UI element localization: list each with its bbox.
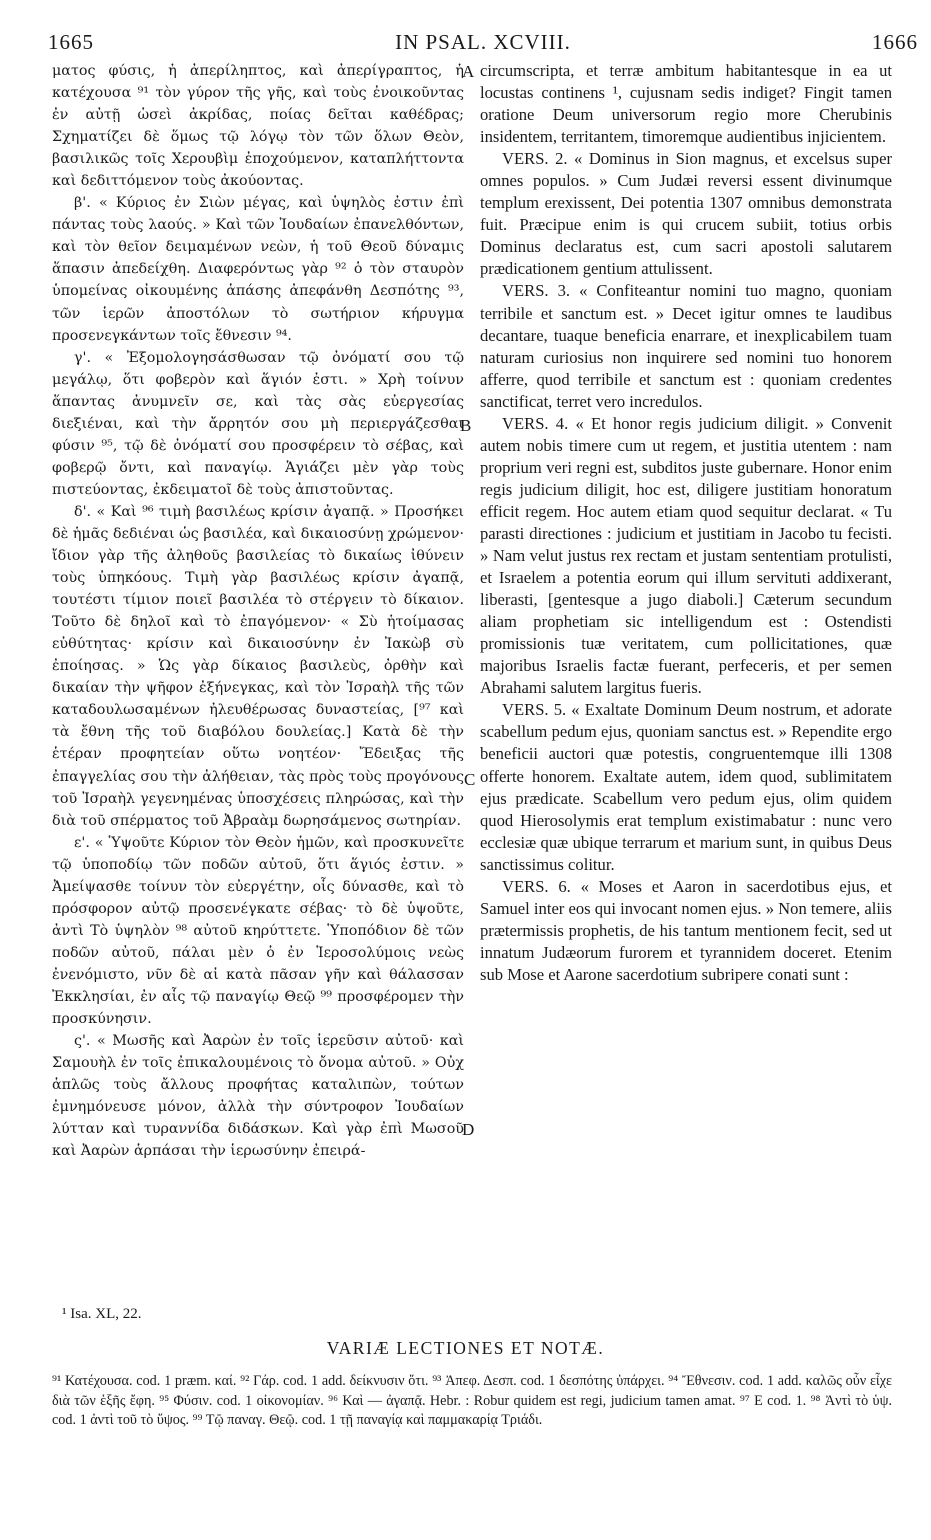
latin-paragraph: VERS. 6. « Moses et Aaron in sacerdotibus ejus, et Samuel inter eos qui invocant nomen ejus. » Non temere, aliis prætermissis prophetis, de his tantum mentionem fecit, sed ut innatum Judæorum furorem et tyrannidem doceret. Etenim sub Mose et Aarone sacerdotium subripere conati sunt : <box>480 876 892 984</box>
greek-column <box>52 60 464 1162</box>
running-title: IN PSAL. XCVIII. <box>395 30 571 54</box>
greek-paragraph: ς'. « Μωσῆς καὶ Ἀαρὼν ἐν τοῖς ἱερεῦσιν αὐτοῦ· καὶ Σαμουὴλ ἐν τοῖς ἐπικαλουμένοις τὸ ὄνομα αὐτοῦ. » Οὐχ ἁπλῶς τοὺς ἄλλους προφήτας καταλιπὼν, τούτων ἐμνημόνευσε μόνον, ἀλλὰ τὴν σύντροφον Ἰουδαίων λύτταν καὶ τυραννίδα διδάσκων. Καὶ γὰρ ἐπὶ Μωσοῦ καὶ Ἀαρὼν ἁρπάσαι τὴν ἱερωσύνην ἐπειρά- <box>52 1033 464 1160</box>
page-number-right: 1666 <box>872 30 918 54</box>
margin-letter-d: D <box>462 1120 475 1139</box>
greek-paragraph: β'. « Κύριος ἐν Σιὼν μέγας, καὶ ὑψηλὸς ἐστιν ἐπὶ πάντας τοὺς λαούς. » Καὶ τῶν Ἰουδαίων ἐπανελθόντων, καὶ τὸν θεῖον δειμαμένων νεὼν, ἡ τοῦ Θεοῦ δύναμις ἅπασιν ἀπεδείχθη. Διαφερόντως γὰρ ⁹² ὁ τὸν σταυρὸν ὑπομείνας οἰκουμένης ἁπάσης ἀπεφάνθη Δεσπότης ⁹³, τῶν ἱερῶν ἀποστόλων τὸ σωτήριον κήρυγμα προσενεγκάντων τοῖς ἔθνεσιν ⁹⁴. <box>52 195 464 344</box>
latin-paragraph: VERS. 5. « Exaltate Dominum Deum nostrum, et adorate scabellum pedum ejus, quoniam sanctus est. » Rependite ergo beneficii auctori quæ potestis, congruentemque illi 1308 offerte honorem. Exaltate autem, idem quod, sublimitatem ejus prædicate. Scabellum vero pedum ejus, olim quidem quod Hierosolymis erat templum existimabatur : nunc vero ecclesiæ quæ ubique terrarum et marium sunt, in quibus Deus sanctissimus colitur. <box>480 700 892 874</box>
running-header <box>48 30 918 56</box>
greek-paragraph: γ'. « Ἐξομολογησάσθωσαν τῷ ὀνόματί σου τῷ μεγάλῳ, ὅτι φοβερὸν καὶ ἅγιόν ἐστι. » Χρὴ τοίνυν ἅπαντας ἀνυμνεῖν σε, καὶ τὰς σὰς εὐεργεσίας διεξιέναι, καὶ τὴν ἄρρητόν σου μὴ περιεργάζεσθαι φύσιν ⁹⁵, τῷ δὲ ὀνόματί σου προσφέρειν τὸ σέβας, καὶ φοβερῷ ὄντι, καὶ παναγίῳ. Ἁγιάζει μὲν γὰρ τοὺς πιστεύοντας, ἐκδειματοῖ δὲ τοὺς ἀπιστοῦντας. <box>52 349 464 498</box>
margin-letter-c: C <box>464 770 476 789</box>
greek-paragraph: ματος φύσις, ἡ ἀπερίληπτος, καὶ ἀπερίγραπτος, ἡ κατέχουσα ⁹¹ τὸν γύρον τῆς γῆς, καὶ τοὺς ἐνοικοῦντας ἐν αὐτῇ ὡσεὶ ἀκρίδας, ποίας δεῖται καθέδρας; Σχηματίζει δὲ ὅμως τῷ λόγῳ τὸν τῶν ὅλων Θεὸν, βασιλικῶς τοῖς Χερουβὶμ ἐποχούμενον, καταπλήττοντα καὶ δεδιττόμενον τοὺς ἀκούοντας. <box>52 63 464 190</box>
latin-paragraph: circumscripta, et terræ ambitum habitantesque in ea ut locustas continens ¹, cujusnam sedis indiget? Fingit tamen oratione Deum universorum regio more Cherubinis insidentem, territantem, timoremque audientibus injicientem. <box>480 61 892 147</box>
scripture-footnote: ¹ Isa. XL, 22. <box>62 1306 142 1322</box>
greek-paragraph: ε'. « Ὑψοῦτε Κύριον τὸν Θεὸν ἡμῶν, καὶ προσκυνεῖτε τῷ ὑποποδίῳ τῶν ποδῶν αὐτοῦ, ὅτι ἅγιός ἐστιν. » Ἀμείψασθε τοίνυν τὸν εὐεργέτην, οἷς δύνασθε, καὶ τὸ πρόσφορον αὐτῷ προσενέγκατε σέβας· τὸ δὲ ὑψοῦτε, ἀντὶ Τὸ ὑψηλὸν ⁹⁸ αὐτοῦ κηρύττετε. Ὑποπόδιον δὲ τῶν ποδῶν αὐτοῦ, πάλαι μὲν ὁ ἐν Ἱεροσολύμοις νεὼς ἐνενόμιστο, νῦν δὲ αἱ κατὰ πᾶσαν γῆν καὶ θάλασσαν Ἐκκλησίαι, ἐν αἷς τῷ παναγίῳ Θεῷ ⁹⁹ προσφέρομεν τὴν προσκύνησιν. <box>52 834 464 1028</box>
latin-paragraph: VERS. 2. « Dominus in Sion magnus, et excelsus super omnes populos. » Cum Judæi reversi essent divinumque templum erexissent, Dei potentia 1307 omnibus demonstrata fuit. Præcipue enim is qui crucem subiit, totius orbis Dominus declaratus est, cum sacri apostoli salutarem prædicationem gentium attulissent. <box>480 149 892 279</box>
latin-paragraph: VERS. 3. « Confiteantur nomini tuo magno, quoniam terribile et sanctum est. » Decet igitur omnes te laudibus decantare, tuaque beneficia enarrare, et inexplicabilem tuam naturam curiosius non inquirere sed nomini tuo honorem afferre, quod terribile et sanctum est : quoniam credentes sanctificat, terret vero incredulos. <box>480 281 892 411</box>
variae-lectiones-title: VARIÆ LECTIONES ET NOTÆ. <box>326 1338 605 1358</box>
page-number-left: 1665 <box>48 30 94 54</box>
greek-paragraph: δ'. « Καὶ ⁹⁶ τιμὴ βασιλέως κρίσιν ἀγαπᾷ. » Προσήκει δὲ ἡμᾶς δεδιέναι ὡς βασιλέα, καὶ δικαιοσύνῃ χρώμενον· ἴδιον γὰρ τῆς ἀληθοῦς βασιλείας τὸ δικαίως ἰθύνειν τοὺς ὑπηκόους. Τιμὴ γὰρ βασιλέως κρίσιν ἀγαπᾷ, τουτέστι τίμιον ποιεῖ βασιλέα τὸ στέργειν τὸ δίκαιον. Τοῦτο δὲ δηλοῖ καὶ τὸ ἐπαγόμενον· « Σὺ ἡτοίμασας εὐθύτητας· κρίσιν καὶ δικαιοσύνην ἐν Ἰακὼβ σὺ ἐποίησας. » Ὡς γὰρ δίκαιος βασιλεὺς, ὀρθὴν καὶ δικαίαν τὴν ψῆφον ἐξήνεγκας, καὶ τὸν Ἰσραὴλ τῆς τῶν καταδουλωσαμένων ἠλευθέρωσας δυναστείας, [⁹⁷ καὶ τὰ ἔθνη τῆς τοῦ διαβόλου δουλείας.] Κατὰ δὲ τὴν ἑτέραν προφητείαν οὕτω νοητέον· Ἔδειξας τῆς ἐπαγγελίας σου τὴν ἀλήθειαν, τὰς πρὸς τοὺς προγόνους τοῦ Ἰσραὴλ γεγενημένας ὑποσχέσεις πληρώσας, καὶ τὴν διὰ τοῦ σπέρματος τοῦ Ἀβραὰμ δωρησάμενος σωτηρίαν. <box>52 503 464 829</box>
latin-paragraph: VERS. 4. « Et honor regis judicium diligit. » Convenit autem nobis timere cum ut regem, et justitia utentem : nam proprium veri regni est, subditos juste gubernare. Honor enim regis judicium diligit, hoc est, diligere justitiam honoratum efficit regem. Hoc autem etiam quod sequitur declarat. « Tu parasti directiones : judicium et justitiam in Jacobo tu fecisti. » Nam velut justus rex rectam et justam sententiam protulisti, et Israelem a potentia eorum qui illum servituti addixerant, liberasti, [gentesque a jugo diaboli.] Cæterum secundum aliam prophetiam sic intelligendum est : Ostendisti promissionis tuæ veritatem, cum pollicitationes, quæ majoribus Israelis factæ fuerant, perfeceris, et per semen Abrahami salutem largitus fueris. <box>480 413 892 698</box>
variae-lectiones-notes: ⁹¹ Κατέχουσα. cod. 1 præm. καί. ⁹² Γάρ. cod. 1 add. δείκνυσιν ὅτι. ⁹³ Ἀπεφ. Δεσπ. cod. 1 δεσπότης ὑπάρχει. ⁹⁴ Ἔθνεσιν. cod. 1 add. καλῶς οὖν εἶχε διὰ τῶν ἑξῆς ἔφη. ⁹⁵ Φύσιν. cod. 1 οἰκονομίαν. ⁹⁶ Καὶ — ἀγαπᾷ. Hebr. : Robur quidem est regi, judicium tamen amat. ⁹⁷ E cod. 1. ⁹⁸ Ἀντὶ τὸ ὑψ. cod. 1 ἀντὶ τοῦ τὸ ὕψος. ⁹⁹ Τῷ παναγ. Θεῷ. cod. 1 τῇ παναγίᾳ καὶ παμμακαρίᾳ Τριάδι. <box>52 1373 892 1428</box>
margin-letter-a: A <box>462 62 475 81</box>
latin-column <box>480 60 892 986</box>
margin-letter-b: B <box>460 416 472 435</box>
